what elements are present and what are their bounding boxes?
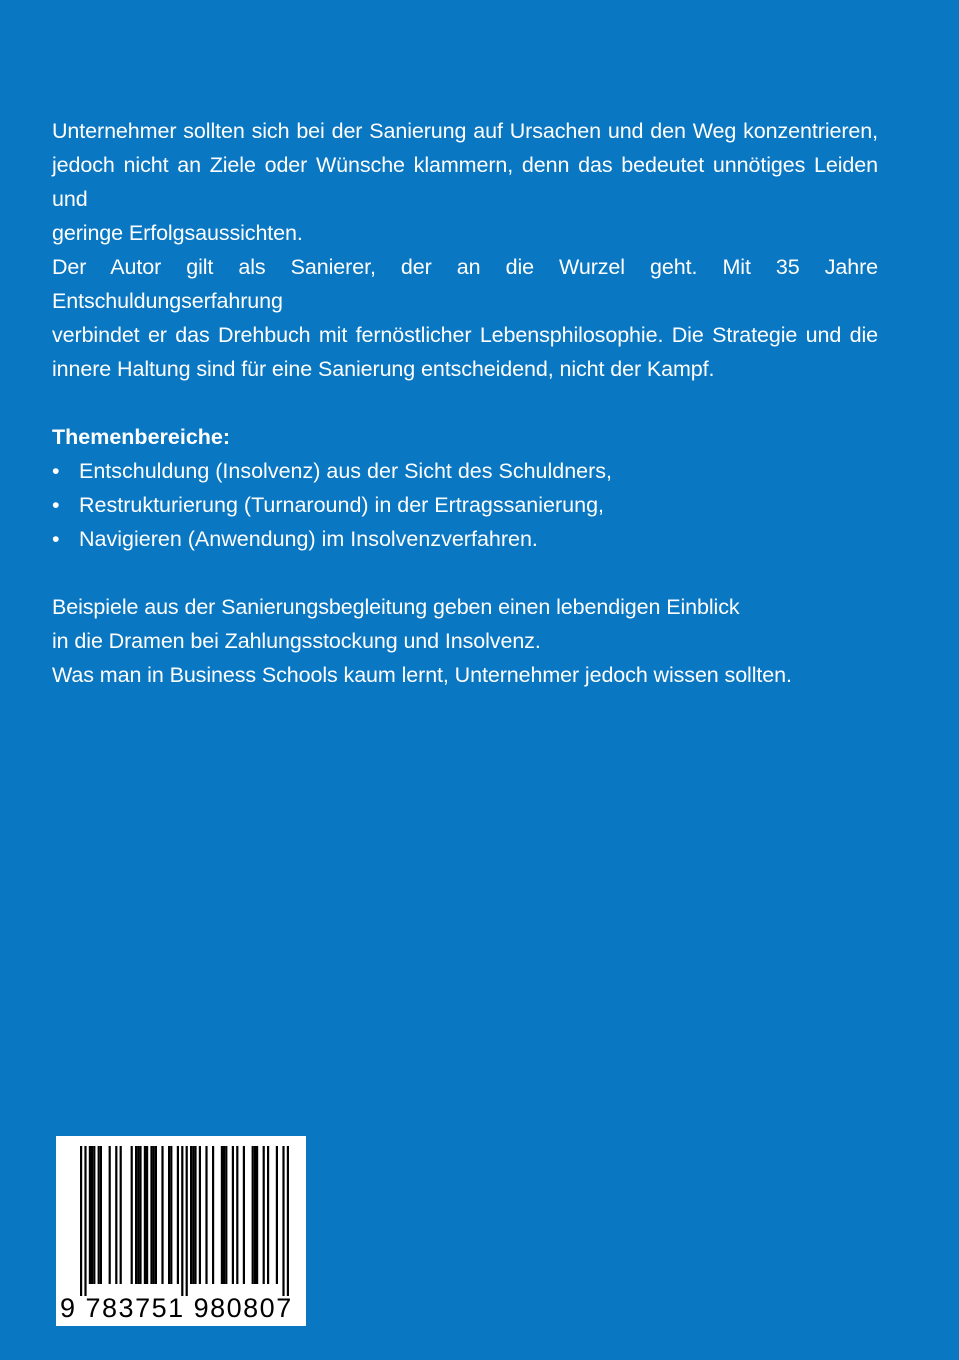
barcode-bar [205, 1146, 207, 1284]
barcode-bar [161, 1146, 163, 1284]
intro-line: geringe Erfolgsaussichten. [52, 221, 303, 245]
barcode-bar [181, 1146, 183, 1296]
intro-line: innere Haltung sind für eine Sanierung entscheidend, nicht der Kampf. [52, 357, 715, 381]
barcode-bar [221, 1146, 223, 1284]
spacer [52, 556, 878, 590]
outro-line: in die Dramen bei Zahlungsstockung und Insolvenz. [52, 629, 541, 653]
isbn-barcode [56, 1136, 306, 1326]
bullet-icon: • [52, 459, 60, 483]
bullet-icon: • [52, 527, 60, 551]
barcode-bar [135, 1146, 137, 1284]
barcode-bar [243, 1146, 245, 1284]
barcode-bar [146, 1146, 148, 1284]
barcode-bar [109, 1146, 111, 1284]
barcode-bar [225, 1146, 227, 1284]
barcode-bar [194, 1146, 196, 1284]
barcode-bar [168, 1146, 170, 1284]
barcode-bar [131, 1146, 133, 1284]
intro-line: verbindet er das Drehbuch mit fernöstlicher Lebensphilosophie. Die Strategie und die [52, 323, 878, 347]
topic-text: Restrukturierung (Turnaround) in der Ertragssanierung, [79, 493, 605, 517]
barcode-bar [80, 1146, 82, 1296]
barcode-bar [276, 1146, 278, 1284]
barcode-bar [282, 1146, 284, 1296]
barcode-bar [84, 1146, 86, 1296]
topics-list [52, 454, 878, 556]
barcode-bar [287, 1146, 289, 1296]
outro-line: Was man in Business Schools kaum lernt, Unternehmer jedoch wissen sollten. [52, 663, 792, 687]
barcode-bar [223, 1146, 225, 1284]
barcode-bar [150, 1146, 152, 1284]
outro-line: Beispiele aus der Sanierungsbegleitung geben einen lebendigen Einblick [52, 595, 740, 619]
barcode-bar [120, 1146, 122, 1284]
barcode-bar [252, 1146, 254, 1284]
barcode-bar [192, 1146, 194, 1284]
barcode-bar [190, 1146, 192, 1284]
barcode-bar [267, 1146, 269, 1284]
topics-heading: Themenbereiche: [52, 425, 231, 449]
barcode-bar [177, 1146, 179, 1284]
barcode-bar [100, 1146, 102, 1284]
topic-text: Entschuldung (Insolvenz) aus der Sicht des Schuldners, [79, 459, 613, 483]
barcode-bar [236, 1146, 238, 1284]
barcode-bar [254, 1146, 256, 1284]
barcode-bar [89, 1146, 91, 1284]
barcode-bar [256, 1146, 258, 1284]
barcode-bar [153, 1146, 155, 1284]
list-item [52, 488, 878, 522]
barcode-bar [93, 1146, 95, 1284]
back-cover-text [52, 114, 878, 692]
spacer [52, 386, 878, 420]
list-item [52, 522, 878, 556]
barcode-bar [155, 1146, 157, 1284]
barcode-bar [232, 1146, 234, 1284]
barcode-bar [212, 1146, 214, 1284]
barcode-bar [263, 1146, 265, 1284]
barcode-bar [139, 1146, 141, 1284]
barcode-bar [137, 1146, 139, 1284]
barcode-bar [170, 1146, 172, 1284]
barcode-bar [186, 1146, 188, 1296]
list-item [52, 454, 878, 488]
intro-line: jedoch nicht an Ziele oder Wünsche klammern, denn das bedeutet unnötiges Leiden und [52, 153, 878, 211]
intro-line: Der Autor gilt als Sanierer, der an die Wurzel geht. Mit 35 Jahre Entschuldungserfahrung [52, 255, 878, 313]
barcode-bar [199, 1146, 201, 1284]
barcode-bar [115, 1146, 117, 1284]
barcode-bar [91, 1146, 93, 1284]
barcode-bar [144, 1146, 146, 1284]
isbn-number: 9 783751 980807 [60, 1293, 293, 1323]
intro-paragraph [52, 114, 878, 386]
bullet-icon: • [52, 493, 60, 517]
topic-text: Navigieren (Anwendung) im Insolvenzverfahren. [79, 527, 538, 551]
barcode-bar [98, 1146, 100, 1284]
outro-paragraph [52, 590, 878, 692]
intro-line: Unternehmer sollten sich bei der Sanierung auf Ursachen und den Weg konzentrieren, [52, 119, 878, 143]
